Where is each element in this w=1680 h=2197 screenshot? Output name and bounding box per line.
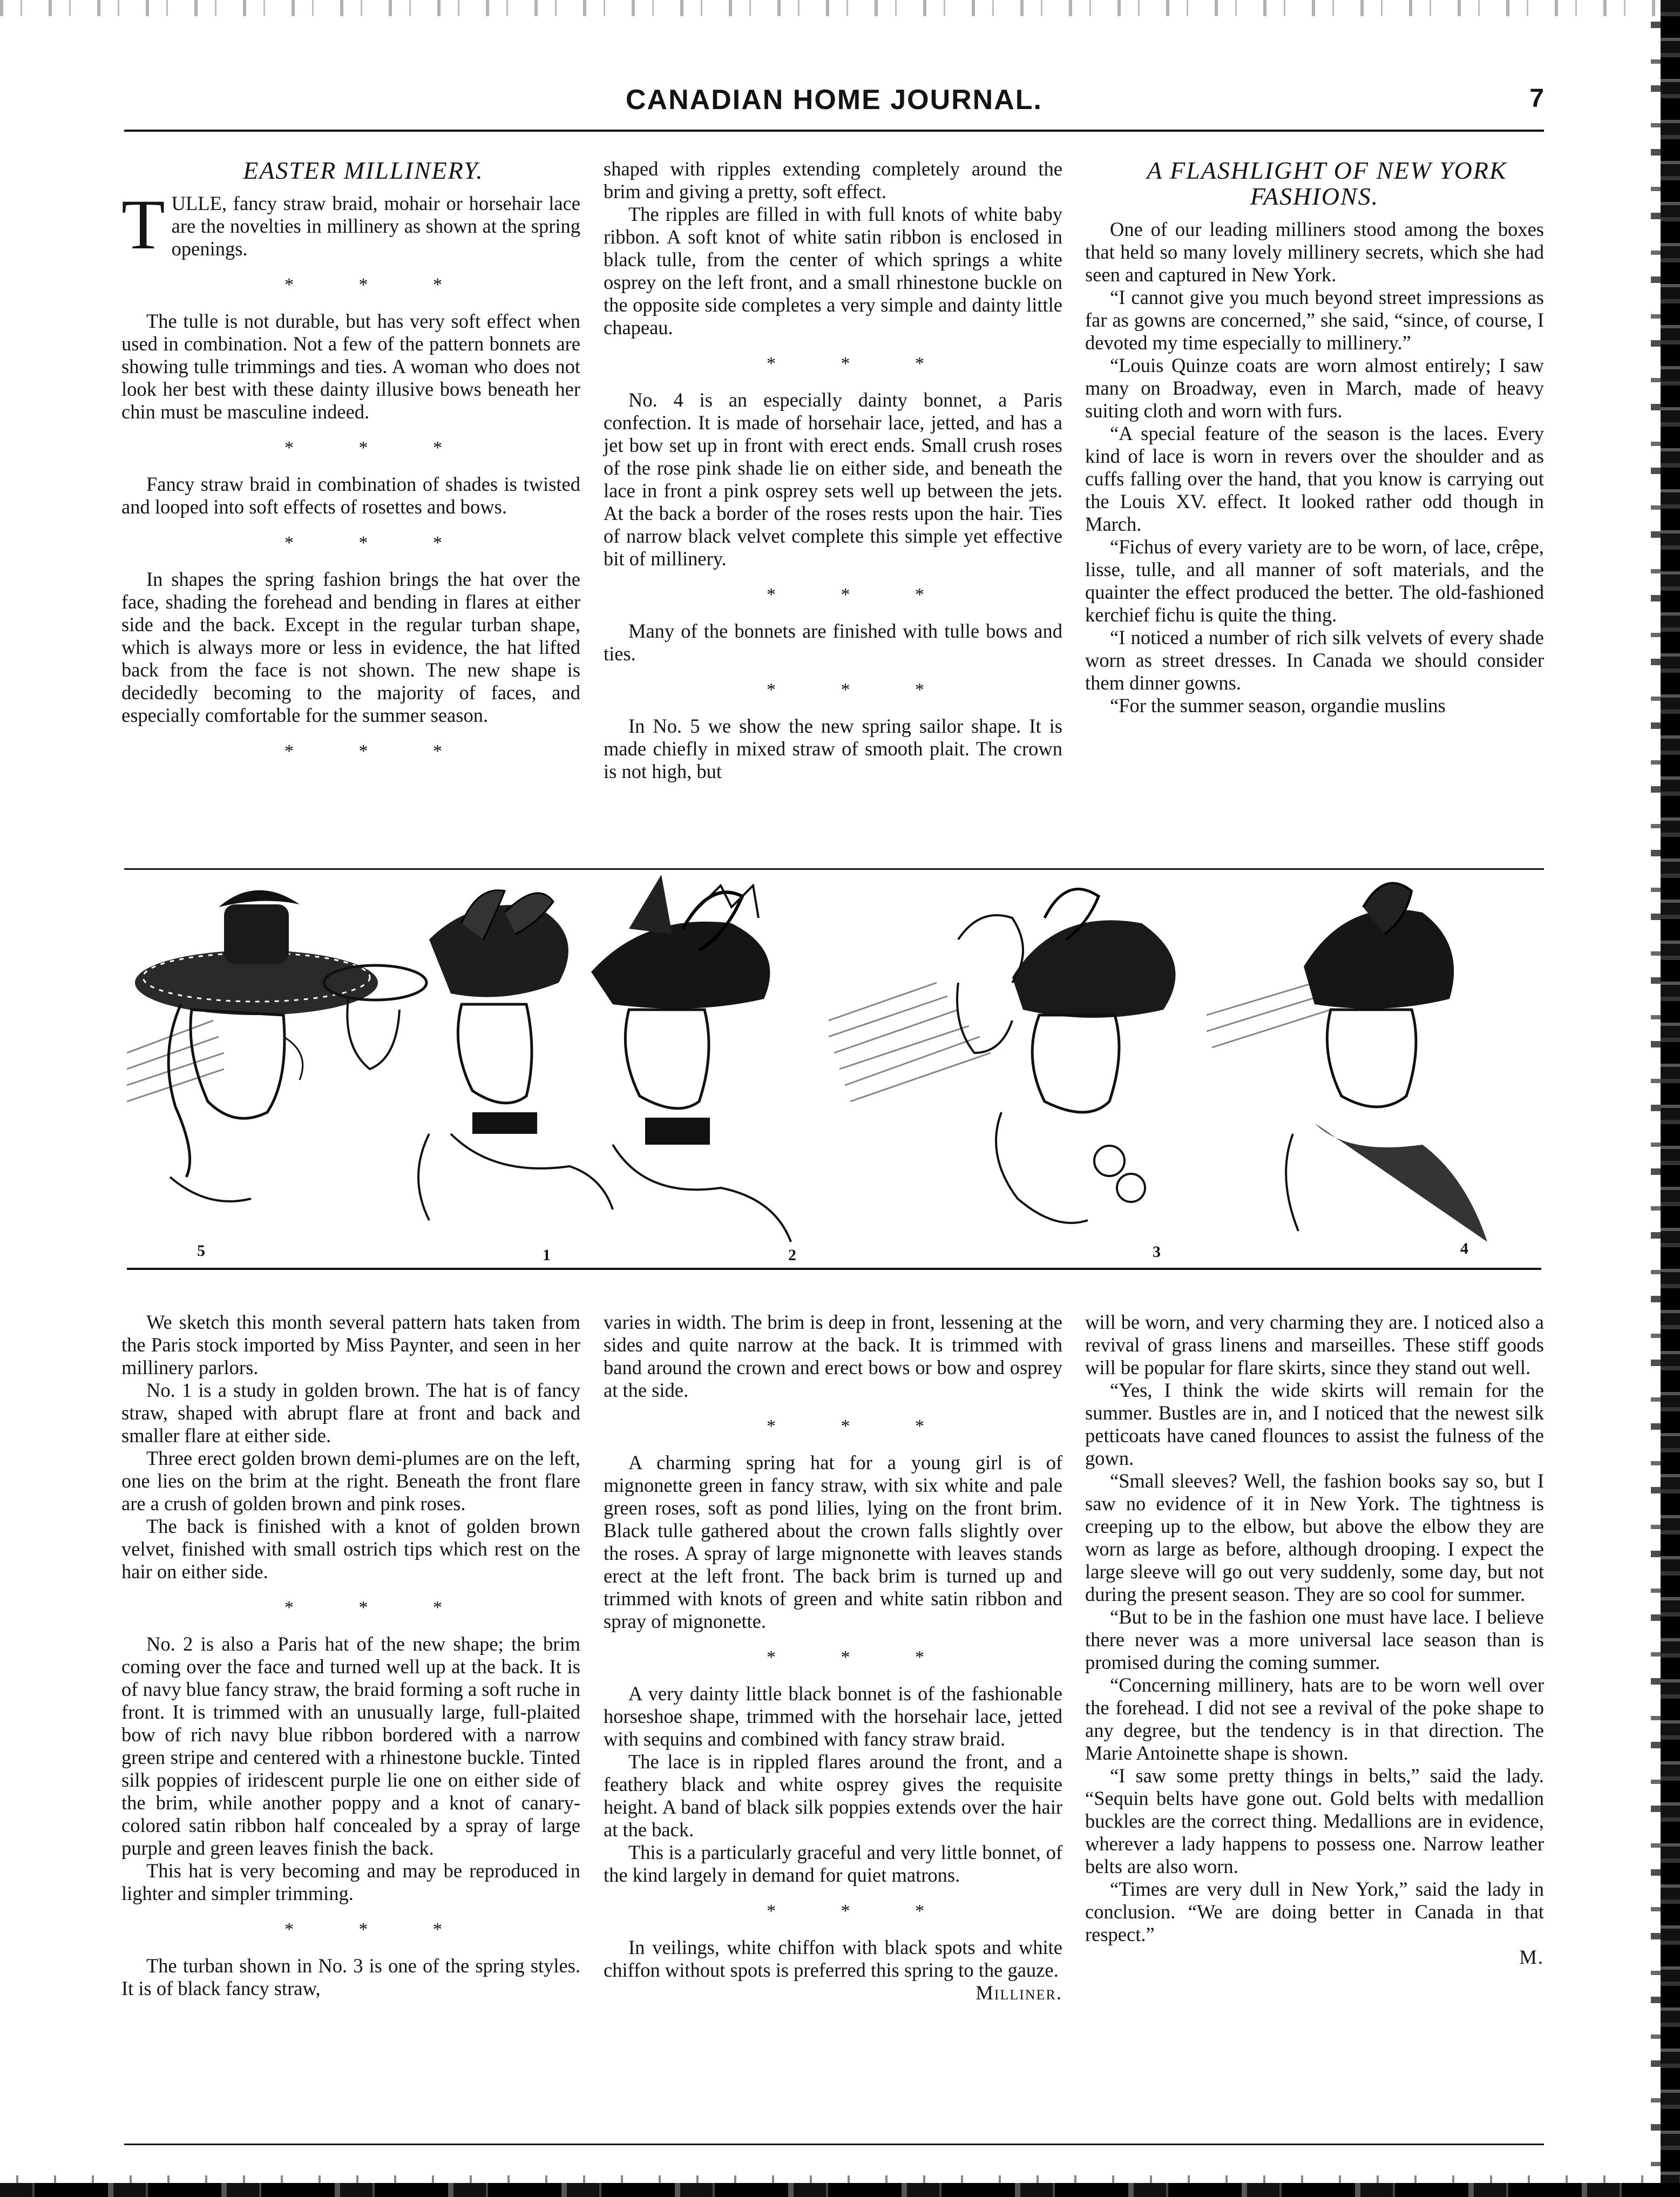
section-divider: * * * [767, 1416, 954, 1436]
paragraph: The turban shown in No. 3 is one of the spring styles. It is of black fancy straw, [121, 1955, 580, 1999]
scan-edge-right [1661, 0, 1680, 2197]
paragraph: In No. 5 we show the new spring sailor shape. It is made chiefly in mixed straw of smooth plait. The crown is not high, but [604, 715, 1062, 782]
paragraph: “Small sleeves? Well, the fashion books say so, but I saw no evidence of it in New York. The tightness is creeping up to the elbow, but above the elbow they are worn as large as before, although drooping. I expect the large sleeve will go out very suddenly, some day, but not during the present season. They are so cool for summer. [1085, 1470, 1544, 1605]
figure-4-drawing [1286, 883, 1487, 1242]
background-figure-2-drawing [957, 915, 1023, 1053]
figure-label-1: 1 [543, 1246, 551, 1264]
paragraph: Fancy straw braid in combination of shades is twisted and looped into soft effects of rosettes and bows. [121, 473, 580, 518]
paragraph: No. 4 is an especially dainty bonnet, a Paris confection. It is made of horsehair lace, jetted, and has a jet bow set up in front with erect ends. Small crush roses of the rose pink shade lie on either side, and beneath the lace in front a pink osprey sets well up between the jets. At the back a border of the roses rests upon the hair. Ties of narrow black velvet complete this simple yet effective bit of millinery. [604, 389, 1062, 570]
author-signature-milliner: Milliner. [976, 1982, 1062, 2004]
section-divider: * * * [767, 1647, 954, 1667]
scan-edge-right-inner [1651, 0, 1661, 2197]
paragraph: A very dainty little black bonnet is of the fashionable horseshoe shape, trimmed with the horsehair lace, jetted with sequins and combined with fancy straw braid. [604, 1682, 1062, 1750]
paragraph: “Fichus of every variety are to be worn, of lace, crêpe, lisse, tulle, and all manner of soft materials, and the quainter the effect produced the better. The old-fashioned kerchief fichu is quite the thing. [1085, 536, 1544, 626]
fashion-engraving [127, 875, 1541, 1274]
paragraph: The tulle is not durable, but has very soft effect when used in combination. Not a few of the pattern bonnets are showing tulle trimmings and ties. A woman who does not look her best with these dainty illusive bows beneath her chin must be masculine indeed. [121, 310, 580, 423]
scan-edge-top [0, 0, 1680, 16]
paragraph: shaped with ripples extending completely around the brim and giving a pretty, soft effect. [604, 158, 1062, 202]
paragraph: In veilings, white chiffon with black spots and white chiffon without spots is preferred this spring to the gauze. [604, 1936, 1062, 1981]
paragraph: We sketch this month several pattern hats taken from the Paris stock imported by Miss Paynter, and seen in her millinery parlors. [121, 1311, 580, 1378]
figure-label-5: 5 [197, 1242, 205, 1260]
paragraph [121, 185, 580, 264]
paragraph: “Louis Quinze coats are worn almost entirely; I saw many on Broadway, even in March, made of heavy suiting cloth and worn with furs. [1085, 354, 1544, 422]
column-3-bottom [1085, 1311, 1544, 1969]
figure-label-2: 2 [788, 1246, 796, 1264]
article-headline-easter-millinery: EASTER MILLINERY. [243, 157, 484, 184]
paragraph: will be worn, and very charming they are. I noticed also a revival of grass linens and marseilles. These stiff goods will be popular for flare skirts, since they stand out well. [1085, 1311, 1544, 1378]
scan-edge-bottom-inner [0, 2175, 1680, 2183]
page-number: 7 [1529, 84, 1544, 113]
column-1-bottom [121, 1311, 580, 2000]
author-signature-m: M. [1519, 1946, 1544, 1968]
section-divider: * * * [767, 585, 954, 605]
column-3-top [1085, 158, 1544, 717]
paragraph: “I cannot give you much beyond street impressions as far as gowns are concerned,” she said, “since, of course, I devoted my time especially to millinery.” [1085, 286, 1544, 354]
paragraph: This is a particularly graceful and very little bonnet, of the kind largely in demand for quiet matrons. [604, 1841, 1062, 1886]
section-divider: * * * [767, 680, 954, 700]
section-divider: * * * [284, 1919, 472, 1939]
paragraph: Three erect golden brown demi-plumes are on the left, one lies on the brim at the right. Beneath the front flare are a crush of golden brown and pink roses. [121, 1447, 580, 1515]
journal-title: CANADIAN HOME JOURNAL. [626, 84, 1042, 116]
paragraph: The lace is in rippled flares around the front, and a feathery black and white osprey gives the requisite height. A band of black silk poppies extends over the hair at the back. [604, 1750, 1062, 1841]
millinery-illustration [127, 875, 1541, 1274]
footer-rule [124, 2144, 1544, 2145]
illustration-top-rule [124, 868, 1544, 870]
paragraph-text: ULLE, fancy straw braid, mohair or horsehair lace are the novelties in millinery as shown at the spring openings. [171, 192, 580, 260]
paragraph: “Yes, I think the wide skirts will remain for the summer. Bustles are in, and I noticed that the newest silk petticoats have caned flounces to assist the fulness of the gown. [1085, 1379, 1544, 1469]
paragraph: “Times are very dull in New York,” said the lady in conclusion. “We are doing better in Canada in that respect.” [1085, 1878, 1544, 1945]
paragraph: varies in width. The brim is deep in front, lessening at the sides and quite narrow at the back. It is trimmed with band around the crown and erect bows or bow and osprey at the side. [604, 1311, 1062, 1401]
section-divider: * * * [284, 1598, 472, 1618]
section-divider: * * * [767, 354, 954, 374]
paragraph: “Concerning millinery, hats are to be worn well over the forehead. I did not see a revival of the poke shape to any degree, but the tendency is in that direction. The Marie Antoinette shape is shown. [1085, 1674, 1544, 1764]
paragraph: The ripples are filled in with full knots of white baby ribbon. A soft knot of white satin ribbon is enclosed in black tulle, from the center of which springs a white osprey on the left front, and a small rhinestone buckle on the opposite side completes a very simple and dainty little chapeau. [604, 203, 1062, 339]
figure-3-drawing [996, 889, 1176, 1223]
section-divider: * * * [284, 741, 472, 761]
section-divider: * * * [284, 533, 472, 553]
section-divider: * * * [284, 438, 472, 458]
paragraph: “A special feature of the season is the laces. Every kind of lace is worn in revers over the shoulder and as cuffs falling over the hand, that you know is carrying out the Louis XV. effect. It looked rather odd though in March. [1085, 422, 1544, 535]
paragraph: In shapes the spring fashion brings the hat over the face, shading the forehead and bending in flares at either side and the back. Except in the regular turban shape, which is always more or less in evidence, the hat lifted back from the face is not shown. The new shape is decidedly becoming to the majority of faces, and especially comfortable for the summer season. [121, 568, 580, 726]
paragraph: Many of the bonnets are finished with tulle bows and ties. [604, 620, 1062, 665]
paragraph: “But to be in the fashion one must have lace. I believe there never was a more universal lace season than is promised during the coming summer. [1085, 1606, 1544, 1673]
paragraph: “I noticed a number of rich silk velvets of every shade worn as street dresses. In Canada we should consider them dinner gowns. [1085, 626, 1544, 694]
paragraph: No. 1 is a study in golden brown. The hat is of fancy straw, shaped with abrupt flare at front and back and smaller flare at either side. [121, 1379, 580, 1446]
paragraph: “For the summer season, organdie muslins [1110, 694, 1446, 716]
section-divider: * * * [284, 275, 472, 295]
paragraph: The back is finished with a knot of golden brown velvet, finished with small ostrich tips which rest on the hair on either side. [121, 1515, 580, 1583]
masthead [124, 84, 1544, 127]
section-divider: * * * [767, 1901, 954, 1921]
column-1-top [121, 158, 580, 776]
figure-label-4: 4 [1460, 1240, 1468, 1258]
drop-cap: T [121, 185, 165, 264]
column-2-bottom [604, 1311, 1062, 2004]
paragraph: No. 2 is also a Paris hat of the new shape; the brim coming over the face and turned well up at the back. It is of navy blue fancy straw, the braid forming a soft ruche in front. It is trimmed with an unusually large, full-plaited bow of rich navy blue ribbon bordered with a narrow green stripe and centered with a rhinestone buckle. Tinted silk poppies of iridescent purple lie one on either side of the brim, while another poppy and a knot of canary-colored satin ribbon half concealed by a spray of large purple and green leaves finish the back. [121, 1633, 580, 1859]
paragraph: This hat is very becoming and may be reproduced in lighter and simpler trimming. [121, 1860, 580, 1904]
paragraph: A charming spring hat for a young girl is of mignonette green in fancy straw, with six white and pale green roses, soft as pond lilies, lying on the front brim. Black tulle gathered about the crown falls slightly over the roses. A spray of large mignonette with leaves stands erect at the left front. The back brim is turned up and trimmed with knots of green and white satin ribbon and spray of mignonette. [604, 1451, 1062, 1632]
figure-label-3: 3 [1153, 1243, 1161, 1261]
figure-2-drawing [591, 875, 791, 1242]
figure-1-drawing [418, 890, 613, 1220]
figure-5-drawing [135, 890, 378, 1201]
scan-edge-bottom [0, 2183, 1680, 2197]
column-2-top [604, 158, 1062, 783]
paragraph: One of our leading milliners stood among the boxes that held so many lovely millinery secrets, which she had seen and captured in New York. [1085, 218, 1544, 286]
paragraph: “I saw some pretty things in belts,” said the lady. “Sequin belts have gone out. Gold belts with medallion buckles are the correct thing. Medallions are in evidence, wherever a lady happens to possess one. Narrow leather belts are also worn. [1085, 1765, 1544, 1877]
article-headline-new-york-fashions: A FLASHLIGHT OF NEW YORK FASHIONS. [1147, 157, 1507, 210]
header-rule [124, 130, 1544, 132]
